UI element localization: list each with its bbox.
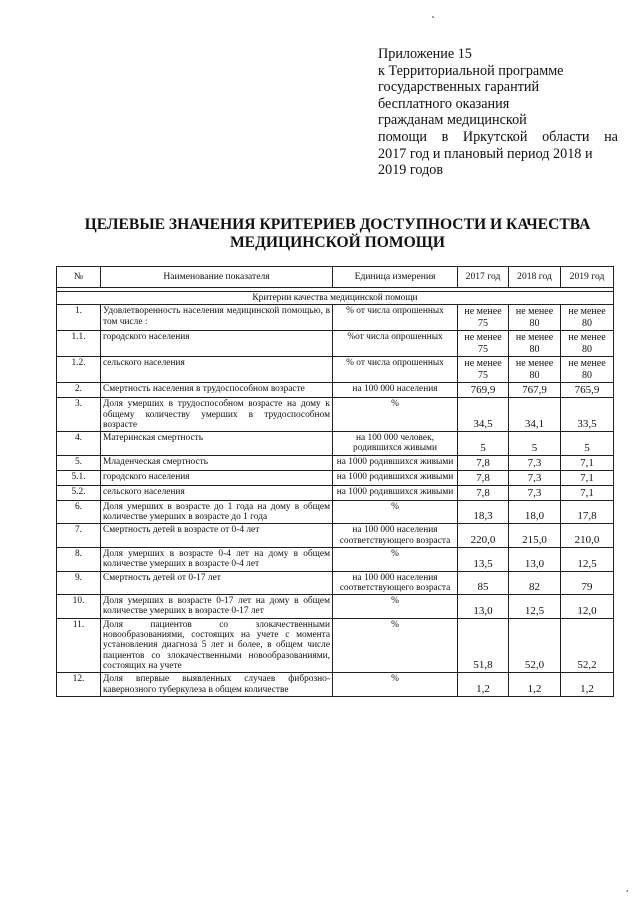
row-number: 2.	[57, 383, 101, 398]
appendix-word: помощи	[378, 128, 428, 145]
row-number: 9.	[57, 571, 101, 595]
indicator-name: Материнская смертность	[101, 432, 333, 456]
value-2017: 13,5	[458, 547, 509, 571]
value-2019: 210,0	[561, 524, 614, 548]
value-2019: 17,8	[561, 500, 614, 524]
row-number: 6.	[57, 500, 101, 524]
value-2018: 12,5	[509, 595, 561, 619]
indicator-unit: %	[333, 547, 458, 571]
indicator-unit: на 100 000 населения	[333, 383, 458, 398]
value-2019: 5	[561, 432, 614, 456]
indicator-unit: %	[333, 618, 458, 672]
indicator-name: сельского населения	[101, 485, 333, 500]
appendix-line: к Территориальной программе	[378, 62, 564, 79]
row-number: 1.2.	[57, 357, 101, 383]
table-row	[57, 455, 614, 470]
row-number: 11.	[57, 618, 101, 672]
page-title: ЦЕЛЕВЫЕ ЗНАЧЕНИЯ КРИТЕРИЕВ ДОСТУПНОСТИ И КАЧЕСТВА МЕДИЦИНСКОЙ ПОМОЩИ	[84, 216, 591, 251]
value-2018: 7,3	[509, 455, 561, 470]
appendix-line: гражданам медицинской	[378, 112, 527, 129]
appendix-line: бесплатного оказания	[378, 95, 510, 112]
row-number: 3.	[57, 398, 101, 432]
value-2018: 1,2	[509, 673, 561, 697]
section-row	[57, 292, 614, 305]
value-2017: 7,8	[458, 470, 509, 485]
table-row	[57, 470, 614, 485]
indicator-unit: на 100 000 населения соответствующего возраста	[333, 524, 458, 548]
indicator-unit: %от числа опрошенных	[333, 331, 458, 357]
value-2019: 79	[561, 571, 614, 595]
scan-mark: ,	[626, 883, 629, 893]
indicator-unit: % от числа опрошенных	[333, 357, 458, 383]
value-2017: не менее 75	[458, 331, 509, 357]
table-row	[57, 524, 614, 548]
table-row	[57, 500, 614, 524]
row-number: 4.	[57, 432, 101, 456]
table-row	[57, 673, 614, 697]
indicator-name: сельского населения	[101, 357, 333, 383]
value-2017: не менее 75	[458, 305, 509, 331]
value-2019: 7,1	[561, 470, 614, 485]
indicator-name: Смертность детей в возрасте от 0-4 лет	[101, 524, 333, 548]
indicator-unit: на 1000 родившихся живыми	[333, 485, 458, 500]
row-number: 5.	[57, 455, 101, 470]
indicator-name: Доля впервые выявленных случаев фиброзно-кавернозного туберкулеза в общем количестве	[101, 673, 333, 697]
table-row	[57, 571, 614, 595]
indicator-unit: на 1000 родившихся живыми	[333, 455, 458, 470]
criteria-table	[56, 266, 614, 697]
table-row	[57, 383, 614, 398]
header-year-2017: 2017 год	[458, 267, 509, 288]
table-row	[57, 485, 614, 500]
indicator-name: Смертность населения в трудоспособном возрасте	[101, 383, 333, 398]
value-2019: 7,1	[561, 455, 614, 470]
indicator-name: Доля умерших в возрасте до 1 года на дому в общем количестве умерших в возрасте до 1 года	[101, 500, 333, 524]
value-2018: 13,0	[509, 547, 561, 571]
indicator-unit: %	[333, 673, 458, 697]
header-year-2019: 2019 год	[561, 267, 614, 288]
value-2019: 1,2	[561, 673, 614, 697]
value-2018: не менее 80	[509, 331, 561, 357]
value-2017: 769,9	[458, 383, 509, 398]
row-number: 5.2.	[57, 485, 101, 500]
indicator-unit: на 100 000 человек, родившихся живыми	[333, 432, 458, 456]
row-number: 12.	[57, 673, 101, 697]
appendix-line: Приложение 15	[378, 46, 472, 62]
value-2018: 7,3	[509, 470, 561, 485]
row-number: 1.	[57, 305, 101, 331]
appendix-note	[378, 46, 618, 179]
table-row	[57, 398, 614, 432]
value-2017: 34,5	[458, 398, 509, 432]
row-number: 5.1.	[57, 470, 101, 485]
value-2017: 18,3	[458, 500, 509, 524]
value-2017: 13,0	[458, 595, 509, 619]
table-row	[57, 432, 614, 456]
value-2018: 52,0	[509, 618, 561, 672]
indicator-unit: %	[333, 500, 458, 524]
indicator-name: Смертность детей от 0-17 лет	[101, 571, 333, 595]
header-year-2018: 2018 год	[509, 267, 561, 288]
value-2019: 12,0	[561, 595, 614, 619]
value-2018: 34,1	[509, 398, 561, 432]
value-2018: 7,3	[509, 485, 561, 500]
value-2018: 215,0	[509, 524, 561, 548]
value-2019: 7,1	[561, 485, 614, 500]
appendix-word: в	[441, 128, 449, 145]
table-header-row	[57, 267, 614, 288]
value-2018: 18,0	[509, 500, 561, 524]
value-2018: не менее 80	[509, 357, 561, 383]
value-2019: 33,5	[561, 398, 614, 432]
value-2018: 82	[509, 571, 561, 595]
indicator-name: Доля пациентов со злокачественными новообразованиями, состоящих на учете с момента установления диагноза 5 лет и более, в общем числе пациентов со злокачественными новообразованиями, состоящих на учете	[101, 618, 333, 672]
value-2018: 767,9	[509, 383, 561, 398]
table-row	[57, 618, 614, 672]
appendix-line: 2017 год и плановый период 2018 и	[378, 145, 593, 162]
indicator-name: Доля умерших в возрасте 0-17 лет на дому в общем количестве умерших в возрасте 0-17 лет	[101, 595, 333, 619]
value-2018: 5	[509, 432, 561, 456]
header-unit: Единица измерения	[333, 267, 458, 288]
row-number: 7.	[57, 524, 101, 548]
indicator-name: Удовлетворенность населения медицинской помощью, в том числе :	[101, 305, 333, 331]
value-2017: 51,8	[458, 618, 509, 672]
value-2017: 220,0	[458, 524, 509, 548]
appendix-line: государственных гарантий	[378, 79, 540, 96]
scan-speck	[432, 16, 434, 18]
value-2017: 7,8	[458, 485, 509, 500]
indicator-name: городского населения	[101, 470, 333, 485]
indicator-unit: на 100 000 населения соответствующего возраста	[333, 571, 458, 595]
value-2019: не менее 80	[561, 357, 614, 383]
indicator-name: Доля умерших в возрасте 0-4 лет на дому в общем количестве умерших в возрасте 0-4 лет	[101, 547, 333, 571]
value-2017: 5	[458, 432, 509, 456]
indicator-name: Доля умерших в трудоспособном возрасте на дому к общему количеству умерших в трудоспособном возрасте	[101, 398, 333, 432]
indicator-unit: на 1000 родившихся живыми	[333, 470, 458, 485]
row-number: 1.1.	[57, 331, 101, 357]
appendix-word: Иркутской	[462, 128, 528, 145]
table-row	[57, 357, 614, 383]
table-row	[57, 595, 614, 619]
table-row	[57, 331, 614, 357]
appendix-line	[378, 129, 618, 146]
value-2019: 52,2	[561, 618, 614, 672]
appendix-line: 2019 годов	[378, 162, 444, 179]
indicator-unit: % от числа опрошенных	[333, 305, 458, 331]
indicator-name: городского населения	[101, 331, 333, 357]
row-number: 10.	[57, 595, 101, 619]
table-row	[57, 305, 614, 331]
value-2017: 85	[458, 571, 509, 595]
header-indicator-name: Наименование показателя	[101, 267, 333, 288]
indicator-unit: %	[333, 595, 458, 619]
value-2017: 1,2	[458, 673, 509, 697]
value-2017: не менее 75	[458, 357, 509, 383]
value-2019: 765,9	[561, 383, 614, 398]
value-2019: 12,5	[561, 547, 614, 571]
table-row	[57, 547, 614, 571]
indicator-unit: %	[333, 398, 458, 432]
indicator-name: Младенческая смертность	[101, 455, 333, 470]
appendix-word: области	[542, 128, 590, 145]
value-2019: не менее 80	[561, 305, 614, 331]
value-2019: не менее 80	[561, 331, 614, 357]
section-title: Критерии качества медицинской помощи	[57, 292, 614, 305]
value-2018: не менее 80	[509, 305, 561, 331]
row-number: 8.	[57, 547, 101, 571]
header-number: №	[57, 267, 101, 288]
value-2017: 7,8	[458, 455, 509, 470]
appendix-word: на	[604, 128, 618, 145]
